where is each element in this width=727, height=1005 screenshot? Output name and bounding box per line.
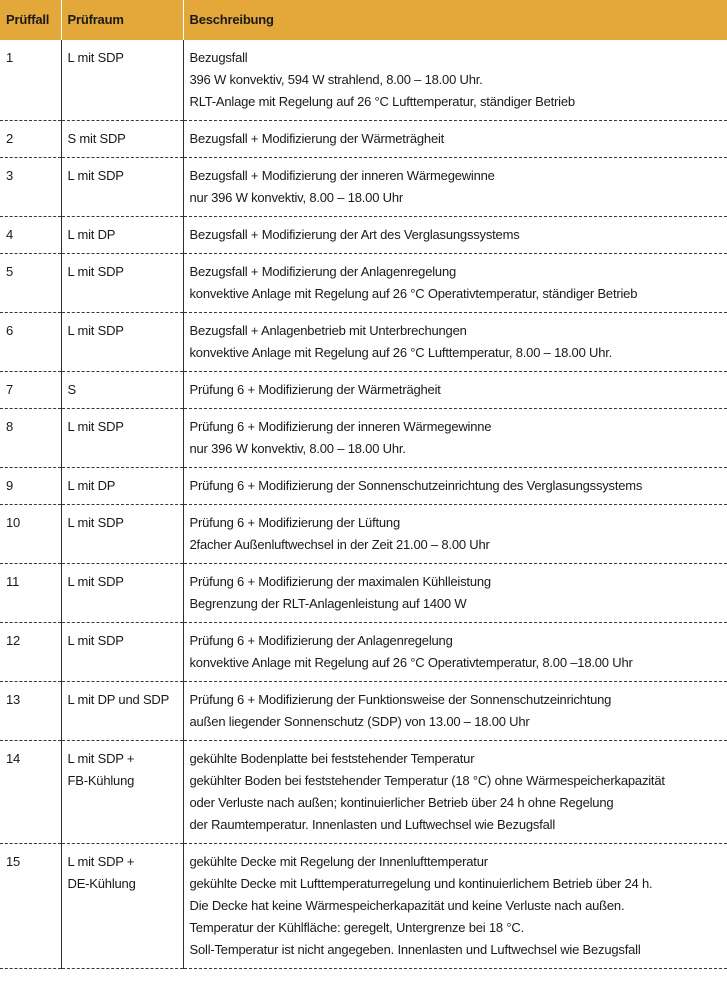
cell-pruefraum	[61, 313, 183, 372]
beschreibung-line: Prüfung 6 + Modifizierung der Funktionsweise der Sonnenschutzeinrichtung	[189, 692, 612, 707]
beschreibung-line: konvektive Anlage mit Regelung auf 26 °C Lufttemperatur, 8.00 – 18.00 Uhr.	[189, 345, 613, 360]
cell-pruefraum	[61, 741, 183, 844]
cell-beschreibung	[183, 505, 727, 564]
table-row	[0, 40, 727, 121]
cell-pruefraum	[61, 121, 183, 158]
table-row	[0, 505, 727, 564]
beschreibung-line: Prüfung 6 + Modifizierung der Lüftung	[189, 515, 400, 530]
cell-beschreibung	[183, 121, 727, 158]
table-row	[0, 468, 727, 505]
beschreibung-line: gekühlte Decke mit Regelung der Innenlufttemperatur	[189, 854, 488, 869]
pruefraum-line: S	[67, 382, 76, 397]
cell-beschreibung	[183, 741, 727, 844]
beschreibung-line: Bezugsfall + Anlagenbetrieb mit Unterbrechungen	[189, 323, 467, 338]
cell-beschreibung	[183, 682, 727, 741]
table-header	[0, 0, 727, 40]
beschreibung-line: oder Verluste nach außen; kontinuierlicher Betrieb über 24 h ohne Regelung	[189, 795, 614, 810]
beschreibung-line: Prüfung 6 + Modifizierung der Wärmeträgheit	[189, 382, 441, 397]
table-row	[0, 623, 727, 682]
beschreibung-line: Bezugsfall	[189, 50, 248, 65]
cell-pruefraum	[61, 409, 183, 468]
beschreibung-line: Bezugsfall + Modifizierung der Art des Verglasungssystems	[189, 227, 520, 242]
pruefraum-line: L mit SDP +	[67, 751, 135, 766]
cell-pruefraum	[61, 564, 183, 623]
pruefraum-line: L mit SDP	[67, 574, 124, 589]
cell-prueffall: 11	[0, 564, 61, 623]
cell-pruefraum	[61, 623, 183, 682]
pruefraum-line: DE-Kühlung	[67, 876, 136, 891]
beschreibung-line: konvektive Anlage mit Regelung auf 26 °C Operativtemperatur, 8.00 –18.00 Uhr	[189, 655, 633, 670]
table-row	[0, 844, 727, 969]
cell-prueffall: 13	[0, 682, 61, 741]
beschreibung-line: Prüfung 6 + Modifizierung der inneren Wärmegewinne	[189, 419, 492, 434]
beschreibung-line: Bezugsfall + Modifizierung der inneren Wärmegewinne	[189, 168, 495, 183]
table-row	[0, 217, 727, 254]
cell-pruefraum	[61, 217, 183, 254]
cell-pruefraum	[61, 682, 183, 741]
cell-beschreibung	[183, 468, 727, 505]
cell-beschreibung	[183, 844, 727, 969]
table-body	[0, 40, 727, 969]
cell-pruefraum	[61, 372, 183, 409]
beschreibung-line: Begrenzung der RLT-Anlagenleistung auf 1400 W	[189, 596, 467, 611]
pruefraum-line: L mit SDP +	[67, 854, 135, 869]
beschreibung-line: konvektive Anlage mit Regelung auf 26 °C Operativtemperatur, ständiger Betrieb	[189, 286, 638, 301]
beschreibung-line: RLT-Anlage mit Regelung auf 26 °C Lufttemperatur, ständiger Betrieb	[189, 94, 575, 109]
cell-prueffall: 6	[0, 313, 61, 372]
header-row	[0, 0, 727, 40]
table-row	[0, 254, 727, 313]
pruefraum-line: L mit SDP	[67, 633, 124, 648]
cell-pruefraum	[61, 468, 183, 505]
beschreibung-line: gekühlte Decke mit Lufttemperaturregelung und kontinuierlichem Betrieb über 24 h.	[189, 876, 653, 891]
pruefraum-line: L mit SDP	[67, 515, 124, 530]
table-row	[0, 564, 727, 623]
beschreibung-line: Soll-Temperatur ist nicht angegeben. Innenlasten und Luftwechsel wie Bezugsfall	[189, 942, 641, 957]
beschreibung-line: außen liegender Sonnenschutz (SDP) von 13.00 – 18.00 Uhr	[189, 714, 530, 729]
cell-prueffall: 1	[0, 40, 61, 121]
cell-beschreibung	[183, 372, 727, 409]
header-beschreibung: Beschreibung	[183, 0, 727, 40]
pruefraum-line: L mit DP	[67, 478, 116, 493]
cell-prueffall: 4	[0, 217, 61, 254]
cell-beschreibung	[183, 217, 727, 254]
cell-prueffall: 7	[0, 372, 61, 409]
cell-prueffall: 5	[0, 254, 61, 313]
beschreibung-line: 396 W konvektiv, 594 W strahlend, 8.00 – 18.00 Uhr.	[189, 72, 483, 87]
cell-pruefraum	[61, 844, 183, 969]
cell-prueffall: 14	[0, 741, 61, 844]
cell-beschreibung	[183, 313, 727, 372]
table-row	[0, 158, 727, 217]
pruefraum-line: L mit DP und SDP	[67, 692, 170, 707]
pruefraum-line: L mit SDP	[67, 264, 124, 279]
cell-beschreibung	[183, 409, 727, 468]
beschreibung-line: gekühlter Boden bei feststehender Temperatur (18 °C) ohne Wärmespeicherkapazität	[189, 773, 665, 788]
cell-prueffall: 15	[0, 844, 61, 969]
table-row	[0, 313, 727, 372]
pruefraum-line: FB-Kühlung	[67, 773, 135, 788]
beschreibung-line: der Raumtemperatur. Innenlasten und Luftwechsel wie Bezugsfall	[189, 817, 556, 832]
beschreibung-line: Prüfung 6 + Modifizierung der Sonnenschutzeinrichtung des Verglasungssystems	[189, 478, 643, 493]
cell-prueffall: 8	[0, 409, 61, 468]
cell-pruefraum	[61, 254, 183, 313]
cell-beschreibung	[183, 158, 727, 217]
beschreibung-line: nur 396 W konvektiv, 8.00 – 18.00 Uhr.	[189, 441, 406, 456]
cell-pruefraum	[61, 158, 183, 217]
cell-pruefraum	[61, 505, 183, 564]
header-prueffall: Prüffall	[0, 0, 61, 40]
beschreibung-line: Bezugsfall + Modifizierung der Anlagenregelung	[189, 264, 457, 279]
cell-prueffall: 3	[0, 158, 61, 217]
pruefraum-line: L mit SDP	[67, 50, 124, 65]
table-row	[0, 409, 727, 468]
beschreibung-line: gekühlte Bodenplatte bei feststehender Temperatur	[189, 751, 475, 766]
cell-beschreibung	[183, 40, 727, 121]
cell-pruefraum	[61, 40, 183, 121]
cell-prueffall: 12	[0, 623, 61, 682]
table-row	[0, 741, 727, 844]
pruefraum-line: L mit SDP	[67, 323, 124, 338]
beschreibung-line: Prüfung 6 + Modifizierung der maximalen Kühlleistung	[189, 574, 491, 589]
cell-beschreibung	[183, 564, 727, 623]
table-row	[0, 121, 727, 158]
pruefraum-line: L mit DP	[67, 227, 116, 242]
beschreibung-line: Bezugsfall + Modifizierung der Wärmeträgheit	[189, 131, 445, 146]
cell-prueffall: 10	[0, 505, 61, 564]
pruefraum-line: L mit SDP	[67, 419, 124, 434]
beschreibung-line: Temperatur der Kühlfläche: geregelt, Untergrenze bei 18 °C.	[189, 920, 524, 935]
cell-beschreibung	[183, 254, 727, 313]
beschreibung-line: 2facher Außenluftwechsel in der Zeit 21.00 – 8.00 Uhr	[189, 537, 490, 552]
cell-beschreibung	[183, 623, 727, 682]
beschreibung-line: Prüfung 6 + Modifizierung der Anlagenregelung	[189, 633, 453, 648]
beschreibung-line: nur 396 W konvektiv, 8.00 – 18.00 Uhr	[189, 190, 403, 205]
cell-prueffall: 2	[0, 121, 61, 158]
beschreibung-line: Die Decke hat keine Wärmespeicherkapazität und keine Verluste nach außen.	[189, 898, 625, 913]
table-row	[0, 372, 727, 409]
header-pruefraum: Prüfraum	[61, 0, 183, 40]
pruefraum-line: S mit SDP	[67, 131, 126, 146]
pruefraum-line: L mit SDP	[67, 168, 124, 183]
cell-prueffall: 9	[0, 468, 61, 505]
table-row	[0, 682, 727, 741]
